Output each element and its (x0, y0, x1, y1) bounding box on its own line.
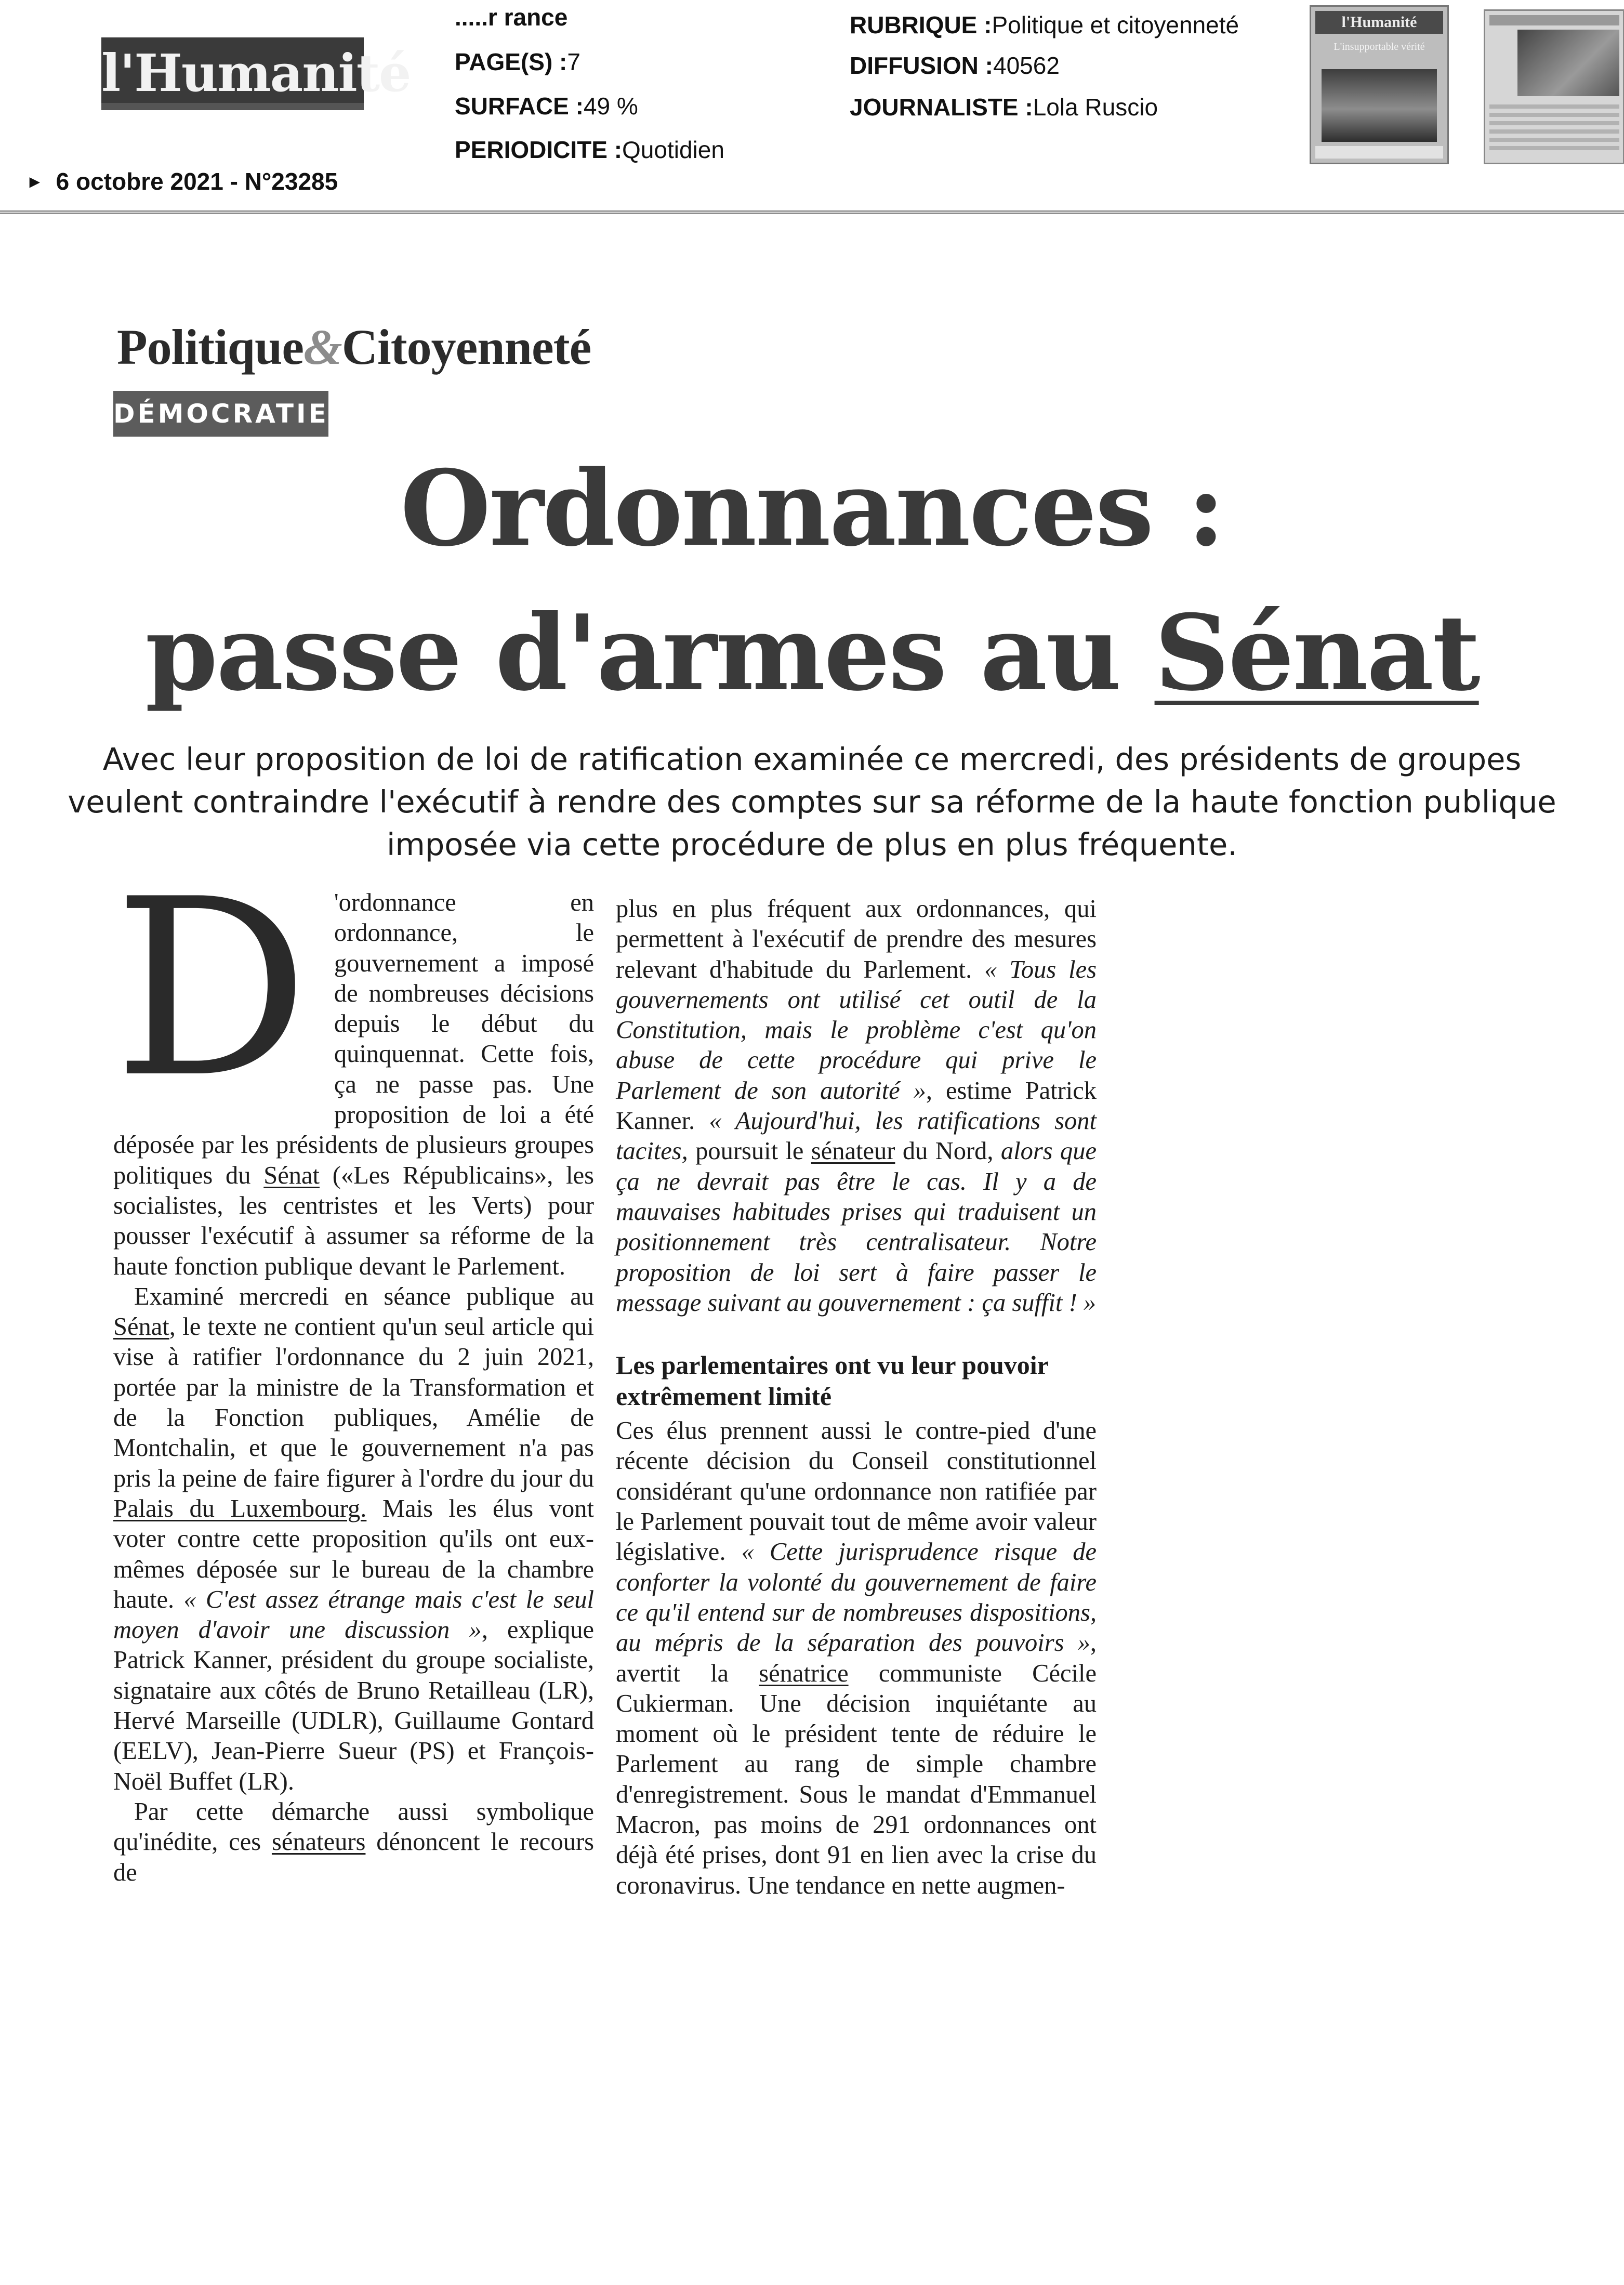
section-tag: DÉMOCRATIE (113, 391, 328, 437)
meta-value: Quotidien (622, 136, 724, 163)
meta-periodicite (455, 138, 724, 162)
text-run: , avertit la (616, 1629, 1097, 1687)
thumbnail-photo (1322, 69, 1437, 142)
meta-surface (455, 94, 638, 118)
issue-date (26, 169, 338, 193)
thumbnail-text-line (1489, 129, 1619, 134)
text-run: , estime Patrick Kanner. (616, 1076, 1097, 1135)
text-run: dénoncent le recours de (113, 1828, 594, 1886)
paragraph (113, 1282, 594, 1797)
headline-underlined-word: Sénat (1154, 592, 1479, 714)
thumbnail-photo (1517, 30, 1619, 96)
thumbnail-masthead: l'Humanité (1315, 11, 1443, 34)
meta-value: 7 (567, 48, 580, 75)
rubric-part: Citoyenneté (341, 319, 591, 375)
rubric-title (117, 318, 591, 376)
meta-label: SURFACE : (455, 93, 584, 120)
underlined-word: sénateur (811, 1137, 895, 1165)
paragraph (113, 847, 594, 1282)
quote: « C'est assez étrange mais c'est le seul moyen d'avoir une discussion » (113, 1585, 594, 1644)
text-run: du Nord, (895, 1137, 1001, 1165)
bullet-arrow-icon: ► (26, 172, 44, 192)
thumbnail-footer (1315, 146, 1443, 159)
meta-pages (455, 50, 580, 74)
headline-text: passe d'armes au (145, 592, 1155, 714)
text-run: , explique Patrick Kanner, président du groupe socialiste, signataire aux côtés de Bruno Retailleau (LR), Hervé Marseille (UDLR), Guillaume Gontard (EELV), Jean-Pierre Sueur (PS) et François-Noël Buffet (LR). (113, 1616, 594, 1795)
headline-line (73, 581, 1551, 726)
underlined-word: sénateurs (271, 1828, 366, 1856)
headline (73, 437, 1551, 726)
quote: « Cette jurisprudence risque de conforter la volonté du gouvernement de faire ce qu'il entend sur de nombreuses dispositions, au mépris de la séparation des pouvoirs » (616, 1538, 1097, 1657)
meta-value: 49 % (583, 93, 638, 120)
meta-label: DIFFUSION : (850, 52, 993, 79)
text-run: communiste Cécile Cukierman. Une décision inquiétante au moment où le président tente de réduire le Parlement au rang de simple chambre d'enregistrement. Sous le mandat d'Emmanuel Macron, pas moins de 291 ordonnances ont déjà été prises, dont 91 en lien avec la crise du coronavirus. Une tendance en nette augmen- (616, 1659, 1097, 1899)
thumbnail-text-line (1489, 121, 1619, 125)
meta-label: PAGE(S) : (455, 48, 567, 75)
rubric-ampersand: & (303, 319, 342, 375)
text-run: poursuit le (688, 1137, 811, 1165)
meta-journaliste (850, 95, 1158, 119)
paragraph (616, 1416, 1097, 1901)
newspaper-logo: l'Humanité (101, 37, 364, 110)
rubric-part: Politique (117, 319, 304, 375)
front-page-thumbnail (1310, 5, 1449, 164)
subheading: Les parlementaires ont vu leur pouvoir extrêmement limité (616, 1350, 1048, 1411)
meta-label: JOURNALISTE : (850, 94, 1033, 121)
thumbnail-text-line (1489, 113, 1619, 117)
text-run: Examiné mercredi en séance publique au (134, 1282, 594, 1310)
underlined-word: sénatrice (759, 1659, 849, 1687)
text-run: Ces élus prennent aussi le contre-pied d'une récente décision du Conseil constitutionnel considérant qu'une ordonnance non ratifiée par le Parlement pouvait tout de même avoir valeur législative. (616, 1417, 1097, 1566)
thumbnail-text-line (1489, 138, 1619, 142)
quote: alors que ça ne devrait pas être le cas. Il y a de mauvaises habitudes prises qui traduisent un positionnement très centralisateur. Notre proposition de loi sert à faire passer le message suivant au gouvernement : ça suffit ! » (616, 1137, 1097, 1317)
thumbnail-band (1489, 15, 1619, 25)
meta-label: PERIODICITE : (455, 136, 623, 163)
country-cut-text: .....r rance (455, 4, 568, 31)
meta-diffusion (850, 54, 1060, 77)
article-column-right (616, 894, 1097, 1901)
text-run: Mais les élus vont voter contre cette proposition qu'ils ont eux-mêmes déposée sur le bureau de la chambre haute. (113, 1494, 594, 1613)
meta-value: Lola Ruscio (1033, 94, 1158, 121)
underlined-word: Sénat (113, 1313, 169, 1341)
underlined-word: Sénat (263, 1161, 320, 1189)
meta-rubrique (850, 13, 1239, 37)
meta-label: RUBRIQUE : (850, 11, 992, 38)
text-run: 'ordonnance en ordonnance, le gouvernement a imposé de nombreuses décisions depuis le début du quinquennat. Cette fois, ça ne passe pas. Une proposition de loi a été déposée par les présidents de plusieurs groupes politiques du (113, 889, 594, 1189)
meta-value: 40562 (993, 52, 1060, 79)
article-page-thumbnail (1484, 9, 1624, 164)
text-run: Par cette démarche aussi symbolique qu'inédite, ces (113, 1797, 594, 1856)
thumbnail-text-line (1489, 146, 1619, 150)
meta-value: Politique et citoyenneté (992, 11, 1239, 38)
paragraph (113, 1797, 594, 1888)
article-column-left (113, 847, 594, 1888)
drop-cap: D (113, 847, 309, 1131)
paragraph (616, 894, 1097, 1318)
text-run: («Les Républicains», les socialistes, les centristes et les Verts) pour pousser l'exécutif à assumer sa réforme de la haute fonction publique devant le Parlement. (113, 1161, 594, 1280)
thumbnail-caption: L'insupportable vérité (1333, 41, 1425, 52)
lede-paragraph: Avec leur proposition de loi de ratification examinée ce mercredi, des présidents de groupes veulent contraindre l'exécutif à rendre des comptes sur sa réforme de la haute fonction publique imposée via cette procédure de plus en plus fréquente. (68, 741, 1556, 862)
issue-date-text: 6 octobre 2021 - N°23285 (56, 168, 338, 195)
quote: « Aujourd'hui, les ratifications sont tacites, (616, 1107, 1097, 1165)
underlined-word: Palais du Luxembourg. (113, 1494, 367, 1522)
quote: « Tous les gouvernements ont utilisé cet outil de la Constitution, mais le problème c'est qu'on abuse de cette procédure qui prive le Parlement de son autorité » (616, 955, 1097, 1105)
thumbnail-text-line (1489, 104, 1619, 109)
text-run: plus en plus fréquent aux ordonnances, qui permettent à l'exécutif de prendre des mesures relevant d'habitude du Parlement. (616, 895, 1097, 983)
headline-line: Ordonnances : (400, 448, 1224, 570)
text-run: , le texte ne contient qu'un seul article qui vise à ratifier l'ordonnance du 2 juin 2021, portée par la ministre de la Transformation et de la Fonction publiques, Amélie de Montchalin, et que le gouvernement n'a pas pris la peine de faire figurer à l'ordre du jour du (113, 1313, 594, 1492)
header-divider (0, 211, 1624, 214)
